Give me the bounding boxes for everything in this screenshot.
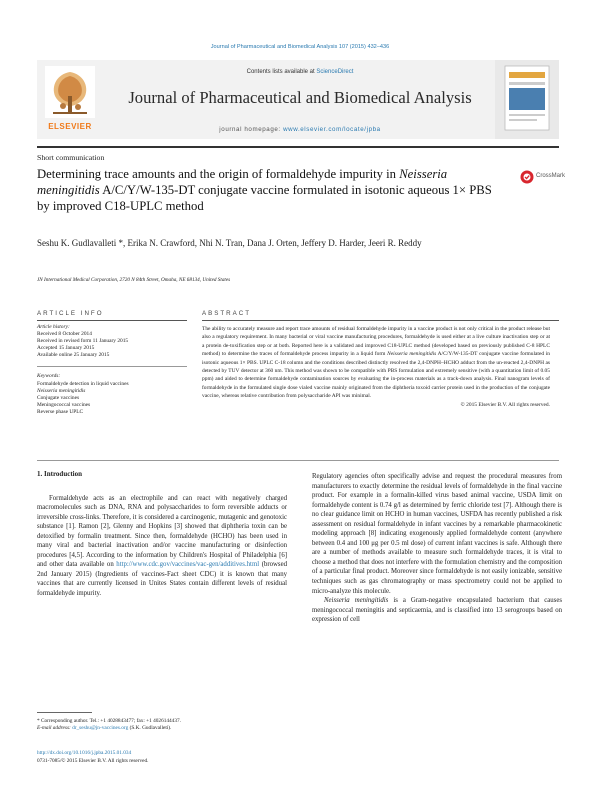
history-online: Available online 25 January 2015	[37, 352, 110, 359]
footnotes	[37, 718, 287, 733]
body-organism: Neisseria meningitidis	[324, 597, 389, 605]
history-label: Article history:	[37, 324, 70, 330]
intro-text: Formaldehyde acts as an electrophile and can react with negatively charged macromolecules such as DNA, RNA and polysaccharides to form reversible adducts or irreversible cross-links. Therefore, it is considered a carcinogenic, mutagenic and genotoxic substance [1]. Ramon [2], Glenny and Hopkins [3] showed that diphtheria toxin can be detoxified by formalin treatment. Since then, formaldehyde (HCHO) has been used in many viral and bacterial inactivation and/or vaccine manufacturing or disinfection procedures [4,5]. According to the information by Children's Hospital of Philadelphia [6] and other data available on	[37, 494, 287, 569]
abstract-organism: Neisseria meningitidis	[387, 351, 437, 358]
article-title-part1: Determining trace amounts and the origin of formaldehyde impurity in	[37, 167, 400, 181]
keyword-item: Conjugate vaccines	[37, 394, 80, 401]
body-paragraph: Regulatory agencies often specifically advise and request the procedural measures from manufacturers to exactly determine the residual levels of formaldehyde in the final vaccine product. For example in a formalin-killed virus based animal vaccine, USDA limit on formaldehyde content is 0.74 g/l as determined by ferric chloride test [7]. Although there is no clear guidance limit on HCHO in human vaccines, USFDA has recently published a risk assessment on residual formaldehyde in infant vaccines by a remarkable pharmacokinetic modeling approach [8] indicating exogenously applied formaldehyde content (anywhere between 0.4 and 100 μg per 0.5 ml dose) of current infant vaccines is safe. Although there are a number of methods available to measure such formaldehyde traces, it is vital to choose a method that does not interfere with the formulation chemistry and the composition of a particular final product. Moreover since formaldehyde is not easily ionizable, sensitive techniques such as gas chromatography or mass spectrometry could not be applied to micro-analyze this molecule.	[312, 473, 562, 595]
intro-text-end: (browsed 2nd January 2015) (Ingredients of vaccines-Fact sheet CDC) it is known that many vaccines that are currently licensed in Unites States contain different levels of residual formaldehyde impurity.	[37, 561, 287, 598]
doi-block	[37, 750, 287, 765]
body-left-column	[37, 470, 287, 599]
homepage-label: journal homepage:	[219, 126, 284, 133]
masthead-rule	[37, 146, 559, 148]
keyword-item: Formaldehyde detection in liquid vaccines	[37, 380, 129, 387]
sciencedirect-link[interactable]: ScienceDirect	[316, 69, 354, 75]
body-right-column	[312, 472, 562, 625]
abstract-copyright: © 2015 Elsevier B.V. All rights reserved.	[460, 401, 550, 408]
email-link[interactable]: dr_seshu@jn-vaccines.org	[72, 725, 129, 732]
crossmark-label: CrossMark	[536, 173, 566, 179]
email-label: E-mail address:	[37, 725, 73, 732]
journal-title: Journal of Pharmaceutical and Biomedical Analysis	[128, 88, 472, 107]
corresponding-author: * Corresponding author. Tel.: +1 4028843477; fax: +1 4026144437.	[37, 718, 181, 724]
journal-citation[interactable]: Journal of Pharmaceutical and Biomedical Analysis 107 (2015) 432–436	[210, 44, 390, 50]
section-heading-introduction: 1. Introduction	[37, 470, 82, 478]
history-accepted: Accepted 15 January 2015	[37, 345, 95, 352]
article-authors: Seshu K. Gudlavalleti *, Erika N. Crawford, Nhi N. Tran, Dana J. Orten, Jeffery D. Harder, Jeeri R. Reddy	[37, 238, 422, 248]
body-paragraph	[37, 494, 287, 599]
keyword-item: Neisseria meningitidis	[37, 387, 86, 394]
journal-cover-thumbnail	[495, 60, 559, 139]
abstract-part2: A/C/Y/W-135-DT conjugate vaccine formulated in isotonic aqueous 1× PBS. UPLC C-18 column and the conditions described distinctly resolved the 2,4-DNPH–HCHO adduct from the un-reacted 2,4-DNPH as detected by TUV detector at 360 nm. This method was shown to be compatible with PBS formulation and extremely sensitive (with a quantitation limit of 0.05 ppm) and aided to determine formaldehyde contamination sources by evaluating the in-process materials as a track-down analysis. Final nanogram levels of formaldehyde in the formulated single dose vialed vaccine mainly originated from the diphtheria toxoid carrier protein used in the production of the conjugate vaccine, whereas relative contribution from polysaccharide API was minimal.	[202, 351, 550, 400]
article-info-divider	[37, 366, 187, 367]
article-title-part2: A/C/Y/W-135-DT conjugate vaccine formulated in isotonic aqueous 1× PBS by improved C18-UPLC method	[37, 183, 492, 213]
abstract-part1: The ability to accurately measure and report trace amounts of residual formaldehyde impurity in a vaccine product is not only critical in the product release but also a regulatory requirement. In many bacterial or viral vaccine manufacturing procedures, formaldehyde is used either at a live culture inactivation step or at a protein de-toxification step or at both. Reported here is a validated and improved C18-UPLC method (developed based on previously published C-8 HPLC method) to determine the traces of formaldehyde process impurity in a liquid form	[202, 326, 550, 358]
homepage-link[interactable]: www.elsevier.com/locate/jpba	[283, 126, 381, 133]
body-paragraph	[312, 596, 562, 625]
contents-prefix: Contents lists available at	[246, 69, 317, 75]
article-info-rule	[37, 320, 187, 321]
footnote-rule	[37, 712, 92, 713]
publisher-name: ELSEVIER	[48, 122, 92, 131]
article-title-organism: Neisseria meningitidis	[37, 167, 448, 197]
article-info-heading: ARTICLE INFO	[37, 310, 104, 317]
article-title	[37, 166, 492, 214]
keywords-label: Keywords:	[37, 373, 61, 380]
author-affiliation: JN International Medical Corporation, 2720 N 84th Street, Omaha, NE 68134, United States	[37, 277, 231, 283]
issn-copyright: 0731-7085/© 2015 Elsevier B.V. All rights reserved.	[37, 757, 149, 764]
body-text: is a Gram-negative encapsulated bacterium that causes meningococcal meningitis and septicaemia, and is classified into 13 serogroups based on expression of cell	[312, 597, 562, 624]
crossmark-badge[interactable]	[520, 170, 566, 184]
keyword-item: Meningococcal vaccines	[37, 401, 91, 408]
article-section-type: Short communication	[37, 153, 105, 162]
crossmark-icon	[520, 170, 534, 184]
email-suffix: (S.K. Gudlavalleti).	[128, 725, 172, 732]
doi-link[interactable]: http://dx.doi.org/10.1016/j.jpba.2015.01.034	[37, 750, 132, 756]
history-revised: Received in revised form 11 January 2015	[37, 338, 129, 345]
abstract-heading: ABSTRACT	[202, 310, 252, 317]
email-line	[37, 725, 287, 732]
article-info-block	[37, 324, 187, 416]
cdc-additives-link[interactable]: http://www.cdc.gov/vaccines/vac-gen/additives.html	[116, 561, 260, 569]
abstract-text	[202, 325, 550, 409]
keyword-item: Reverse phase UPLC	[37, 408, 84, 415]
abstract-bottom-rule	[37, 460, 559, 461]
abstract-rule	[202, 320, 559, 321]
history-received: Received 8 October 2014	[37, 331, 92, 338]
